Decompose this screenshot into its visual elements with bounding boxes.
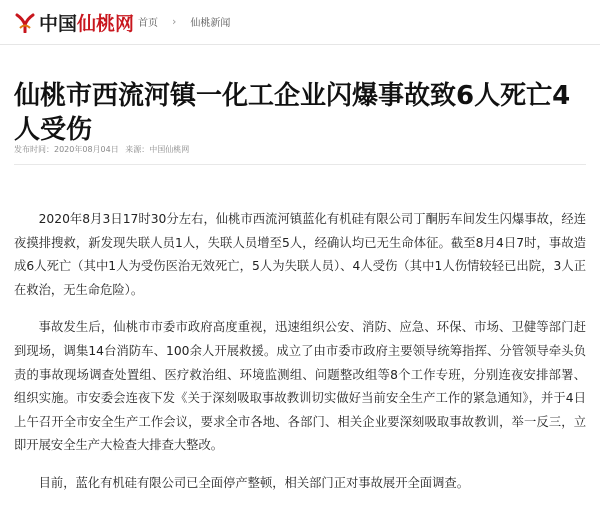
article-paragraph-2: 事故发生后，仙桃市市委市政府高度重视，迅速组织公安、消防、应急、环保、市场、卫健等部门赶到现场，调集14台消防车、100余人开展救援。成立了由市委市政府主要领导统筹指挥、分管领导牵头负责的事故现场调查处置组、医疗救治组、环境监测组、问题整改组等8个工作专班，分别连夜安排部署、组织实施。市安委会连夜下发《关于深刻吸取事故教训切实做好当前安全生产工作的紧急通知》，并于4日上午召开全市安全生产工作会议，要求全市各地、各部门、相关企业要深刻吸取事故教训，举一反三，立即开展安全生产大检查大排查大整改。: [14, 320, 586, 453]
site-logo[interactable]: [14, 9, 134, 35]
article-meta: [14, 144, 193, 155]
site-header: [0, 0, 600, 45]
article-paragraph-1: 2020年8月3日17时30分左右，仙桃市西流河镇蓝化有机硅有限公司丁酮肟车间发生闪爆事故，经连夜摸排搜救，新发现失联人员1人，失联人员增至5人，经确认均已无生命体征。截至8月4日7时，事故造成6人死亡（其中1人为受伤医治无效死亡，5人为失联人员）、4人受伤（其中1人伤情较轻已出院，3人正在救治，无生命危险）。: [14, 212, 586, 297]
article-paragraph-3: 目前，蓝化有机硅有限公司已全面停产整顿，相关部门正对事故展开全面调查。: [38, 475, 469, 490]
logo-text-accent: 仙桃网: [77, 12, 135, 35]
article-source: 来源：中国仙桃网: [125, 145, 190, 154]
breadcrumb: [138, 14, 230, 29]
meta-divider: [14, 164, 586, 165]
breadcrumb-home-link[interactable]: 首页: [138, 18, 158, 29]
article-body: [14, 208, 586, 510]
publish-time: 发布时间：2020年08月04日: [14, 145, 119, 154]
breadcrumb-news-link[interactable]: 仙桃新闻: [190, 18, 231, 29]
breadcrumb-separator: ›: [172, 15, 177, 28]
article-title: 仙桃市西流河镇一化工企业闪爆事故致6人死亡4人受伤: [14, 81, 571, 146]
peach-logo-icon: [14, 11, 36, 33]
logo-text-main: 中国: [39, 12, 78, 35]
